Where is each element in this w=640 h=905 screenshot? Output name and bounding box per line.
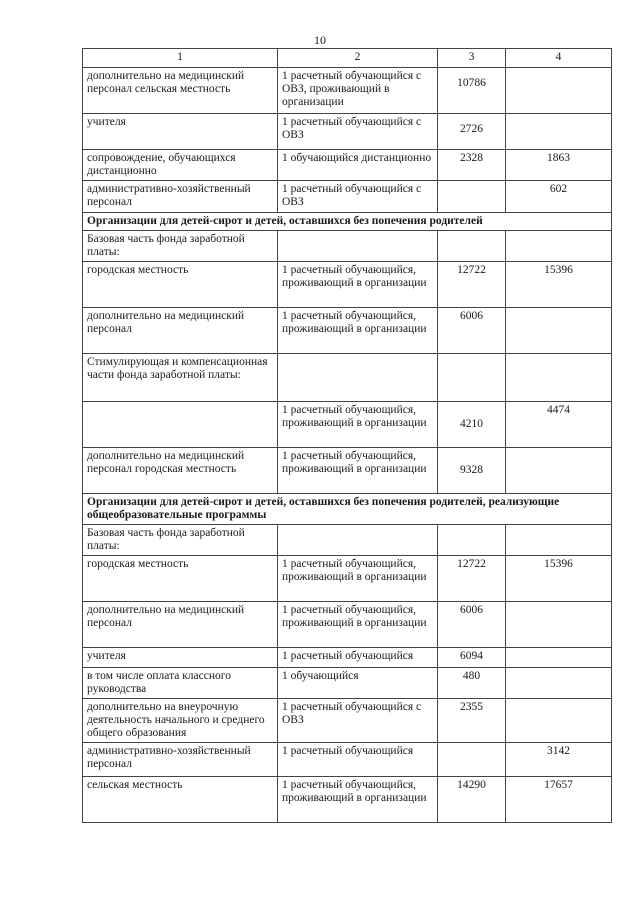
cell-value-3 bbox=[438, 231, 506, 262]
cell-category: дополнительно на внеурочную деятельность начального и среднего общего образования bbox=[83, 699, 278, 743]
cell-category: Базовая часть фонда заработной платы: bbox=[83, 525, 278, 556]
cell-value-4 bbox=[506, 308, 612, 354]
cell-value-3 bbox=[438, 354, 506, 402]
cell-value-3: 10786 bbox=[438, 68, 506, 114]
table-row bbox=[83, 556, 612, 602]
cell-unit: 1 расчетный обучающийся, проживающий в организации bbox=[278, 262, 438, 308]
cell-value-4 bbox=[506, 648, 612, 668]
cell-value-4: 602 bbox=[506, 181, 612, 213]
cell-value-3: 14290 bbox=[438, 777, 506, 823]
table-row bbox=[83, 777, 612, 823]
cell-value-3 bbox=[438, 743, 506, 777]
cell-category: административно-хозяйственный персонал bbox=[83, 181, 278, 213]
column-header: 3 bbox=[438, 49, 506, 68]
cell-value-3 bbox=[438, 181, 506, 213]
cell-value-3: 9328 bbox=[438, 448, 506, 494]
cell-value-4: 17657 bbox=[506, 777, 612, 823]
cell-value-4 bbox=[506, 448, 612, 494]
table-row bbox=[83, 648, 612, 668]
cell-value-4: 1863 bbox=[506, 150, 612, 181]
cell-value-4: 4474 bbox=[506, 402, 612, 448]
cell-category: городская местность bbox=[83, 262, 278, 308]
cell-value-4 bbox=[506, 231, 612, 262]
cell-unit: 1 расчетный обучающийся с ОВЗ, проживающий в организации bbox=[278, 68, 438, 114]
cell-value-3: 6006 bbox=[438, 602, 506, 648]
table-row bbox=[83, 525, 612, 556]
table-row bbox=[83, 308, 612, 354]
norms-table bbox=[82, 48, 612, 823]
table-row bbox=[83, 448, 612, 494]
section-title: Организации для детей-сирот и детей, оставшихся без попечения родителей bbox=[83, 213, 612, 231]
cell-category: дополнительно на медицинский персонал городская местность bbox=[83, 448, 278, 494]
cell-unit: 1 расчетный обучающийся, проживающий в организации bbox=[278, 308, 438, 354]
cell-category: Базовая часть фонда заработной платы: bbox=[83, 231, 278, 262]
cell-category: сопровождение, обучающихся дистанционно bbox=[83, 150, 278, 181]
table-row bbox=[83, 150, 612, 181]
cell-unit: 1 расчетный обучающийся с ОВЗ bbox=[278, 114, 438, 150]
cell-value-4 bbox=[506, 699, 612, 743]
cell-value-4 bbox=[506, 525, 612, 556]
cell-value-3: 4210 bbox=[438, 402, 506, 448]
cell-unit: 1 расчетный обучающийся с ОВЗ bbox=[278, 181, 438, 213]
cell-unit: 1 расчетный обучающийся bbox=[278, 743, 438, 777]
cell-unit: 1 расчетный обучающийся bbox=[278, 648, 438, 668]
cell-category: дополнительно на медицинский персонал bbox=[83, 308, 278, 354]
cell-unit bbox=[278, 354, 438, 402]
cell-category: учителя bbox=[83, 114, 278, 150]
cell-value-4: 3142 bbox=[506, 743, 612, 777]
cell-value-3: 12722 bbox=[438, 556, 506, 602]
cell-unit: 1 расчетный обучающийся, проживающий в организации bbox=[278, 402, 438, 448]
cell-value-3: 6094 bbox=[438, 648, 506, 668]
cell-unit bbox=[278, 525, 438, 556]
table-row bbox=[83, 354, 612, 402]
table-row bbox=[83, 231, 612, 262]
cell-value-3: 2726 bbox=[438, 114, 506, 150]
cell-unit: 1 обучающийся bbox=[278, 668, 438, 699]
cell-category: дополнительно на медицинский персонал bbox=[83, 602, 278, 648]
cell-value-4 bbox=[506, 354, 612, 402]
cell-value-3: 2355 bbox=[438, 699, 506, 743]
cell-category: дополнительно на медицинский персонал сельская местность bbox=[83, 68, 278, 114]
cell-category bbox=[83, 402, 278, 448]
column-header: 1 bbox=[83, 49, 278, 68]
column-header: 2 bbox=[278, 49, 438, 68]
cell-unit: 1 расчетный обучающийся, проживающий в организации bbox=[278, 448, 438, 494]
table-header-row bbox=[83, 49, 612, 68]
table-row bbox=[83, 114, 612, 150]
cell-unit: 1 обучающийся дистанционно bbox=[278, 150, 438, 181]
table-row bbox=[83, 181, 612, 213]
table-row bbox=[83, 699, 612, 743]
section-row bbox=[83, 494, 612, 525]
cell-value-3: 6006 bbox=[438, 308, 506, 354]
cell-category: городская местность bbox=[83, 556, 278, 602]
cell-value-3: 2328 bbox=[438, 150, 506, 181]
page-number: 10 bbox=[314, 33, 326, 47]
cell-unit: 1 расчетный обучающийся с ОВЗ bbox=[278, 699, 438, 743]
table-row bbox=[83, 602, 612, 648]
table-row bbox=[83, 402, 612, 448]
cell-category: Стимулирующая и компенсационная части фонда заработной платы: bbox=[83, 354, 278, 402]
cell-category: в том числе оплата классного руководства bbox=[83, 668, 278, 699]
table-row bbox=[83, 68, 612, 114]
column-header: 4 bbox=[506, 49, 612, 68]
cell-value-4 bbox=[506, 68, 612, 114]
cell-value-4 bbox=[506, 668, 612, 699]
cell-value-4 bbox=[506, 114, 612, 150]
table-row bbox=[83, 743, 612, 777]
cell-unit: 1 расчетный обучающийся, проживающий в организации bbox=[278, 777, 438, 823]
cell-category: учителя bbox=[83, 648, 278, 668]
cell-unit: 1 расчетный обучающийся, проживающий в организации bbox=[278, 602, 438, 648]
section-title: Организации для детей-сирот и детей, оставшихся без попечения родителей, реализующие общеобразовательные программы bbox=[83, 494, 612, 525]
cell-value-4: 15396 bbox=[506, 262, 612, 308]
cell-value-3 bbox=[438, 525, 506, 556]
cell-value-4 bbox=[506, 602, 612, 648]
table-row bbox=[83, 262, 612, 308]
cell-value-4: 15396 bbox=[506, 556, 612, 602]
cell-category: сельская местность bbox=[83, 777, 278, 823]
cell-unit: 1 расчетный обучающийся, проживающий в организации bbox=[278, 556, 438, 602]
cell-value-3: 480 bbox=[438, 668, 506, 699]
table-row bbox=[83, 668, 612, 699]
cell-value-3: 12722 bbox=[438, 262, 506, 308]
cell-category: административно-хозяйственный персонал bbox=[83, 743, 278, 777]
cell-unit bbox=[278, 231, 438, 262]
section-row bbox=[83, 213, 612, 231]
